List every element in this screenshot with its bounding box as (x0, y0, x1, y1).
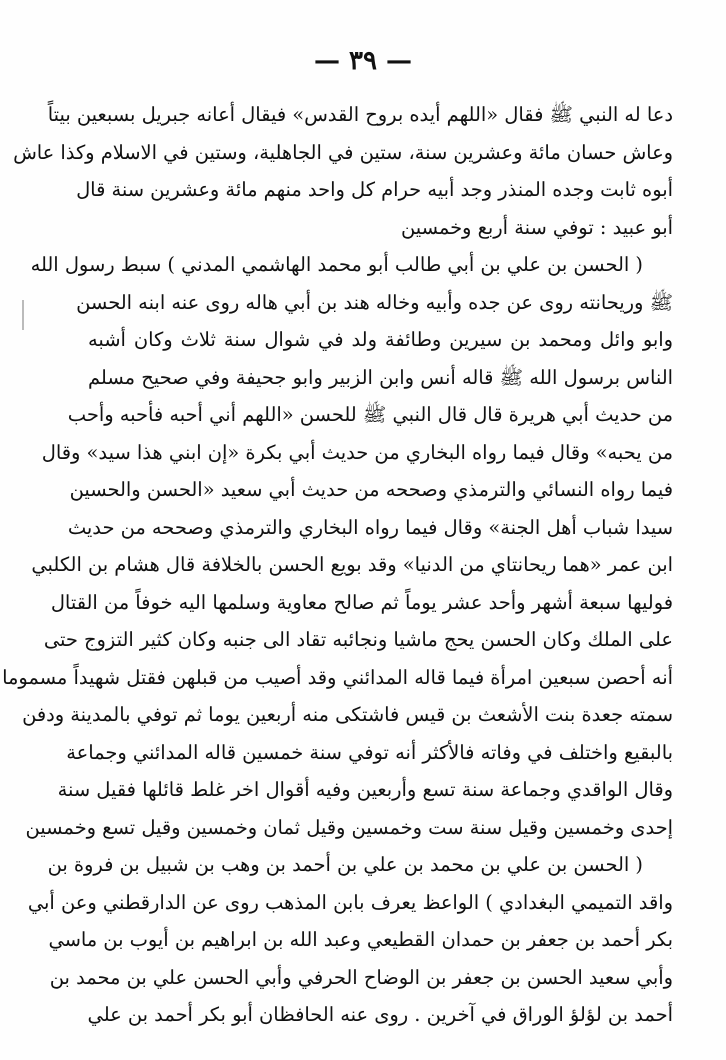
text-line: بكر أحمد بن جعفر بن حمدان القطيعي وعبد الله بن ابراهيم بن أيوب بن ماسي (48, 928, 673, 951)
text-line: من حديث أبي هريرة قال قال النبي ﷺ للحسن «اللهم أني أحبه فأحبه وأحب (67, 403, 673, 426)
text-line: ابن عمر «هما ريحانتاي من الدنيا» وقد بويع الحسن بالخلافة قال هشام بن الكلبي (31, 553, 673, 576)
entry-heading-line: ( الحسن بن علي بن أبي طالب أبو محمد الهاشمي المدني ) سبط رسول الله (30, 253, 643, 276)
text-line: وابو وائل ومحمد بن سيرين وطائفة ولد في شوال سنة ثلاث وكان أشبه (88, 328, 673, 351)
page-number: — ٣٩ — (313, 46, 413, 76)
text-line: فيما رواه النسائي والترمذي وصححه من حديث أبي سعيد «الحسن والحسين (69, 478, 673, 501)
text-line: على الملك وكان الحسن يحج ماشيا ونجائبه تقاد الى جنبه وكان كثير التزوج حتى (43, 628, 673, 651)
text-line: وأبي سعيد الحسن بن جعفر بن الوضاح الحرفي وأبي الحسن علي بن محمد بن (49, 965, 673, 989)
text-line: واقد التميمي البغدادي ) الواعظ يعرف بابن المذهب روى عن الدارقطني وعن أبي (27, 890, 673, 914)
text-line: بالبقيع واختلف في وفاته فالأكثر أنه توفي سنة خمسين قاله المدائني وجماعة (66, 740, 673, 764)
text-line: فوليها سبعة أشهر وأحد عشر يوماً ثم صالح معاوية وسلمها اليه خوفاً من القتال (50, 590, 673, 614)
text-line: إحدى وخمسين وقيل سنة ست وخمسين وقيل ثمان وخمسين وقيل تسع وخمسين (25, 815, 673, 839)
text-line: دعا له النبي ﷺ فقال «اللهم أيده بروح القدس» فيقال أعانه جبريل بسبعين بيتاً (47, 103, 673, 126)
text-line: سيدا شباب أهل الجنة» وقال فيما رواه البخاري والترمذي وصححه من حديث (67, 515, 673, 539)
text-line: وقال الواقدي وجماعة سنة تسع وأربعين وفيه أقوال اخر غلط قائلها فقيل سنة (57, 778, 673, 801)
text-line: أبو عبيد : توفي سنة أربع وخمسين (400, 215, 673, 239)
text-line: من يحبه» وقال فيما رواه البخاري من حديث أبي بكرة «إن ابني هذا سيد» وقال (41, 440, 673, 464)
text-line: أبوه ثابت وجده المنذر وجد أبيه حرام كل واحد منهم مائة وعشرين سنة قال (76, 178, 673, 201)
text-line: الناس برسول الله ﷺ قاله أنس وابن الزبير وابو جحيفة وفي صحيح مسلم (88, 365, 673, 389)
text-line: وعاش حسان مائة وعشرين سنة، ستين في الجاهلية، وستين في الاسلام وكذا عاش (13, 140, 673, 164)
text-line: أحمد بن لؤلؤ الوراق في آخرين . روى عنه الحافظان أبو بكر أحمد بن علي (87, 1003, 673, 1026)
entry-heading-line: ( الحسن بن علي بن محمد بن علي بن أحمد بن وهب بن شبيل بن فروة بن (47, 853, 643, 876)
margin-mark (22, 300, 24, 330)
text-line: أنه أحصن سبعين امرأة فيما قاله المدائني وقد أصيب من قبلهن فقتل شهيداً مسموما (2, 665, 673, 689)
text-line: ﷺ وريحانته روى عن جده وأبيه وخاله هند بن أبي هاله روى عنه ابنه الحسن (76, 290, 673, 314)
page-body-text (2, 96, 673, 1034)
text-line: سمته جعدة بنت الأشعث بن قيس فاشتكى منه أربعين يوما ثم توفي بالمدينة ودفن (22, 703, 673, 726)
